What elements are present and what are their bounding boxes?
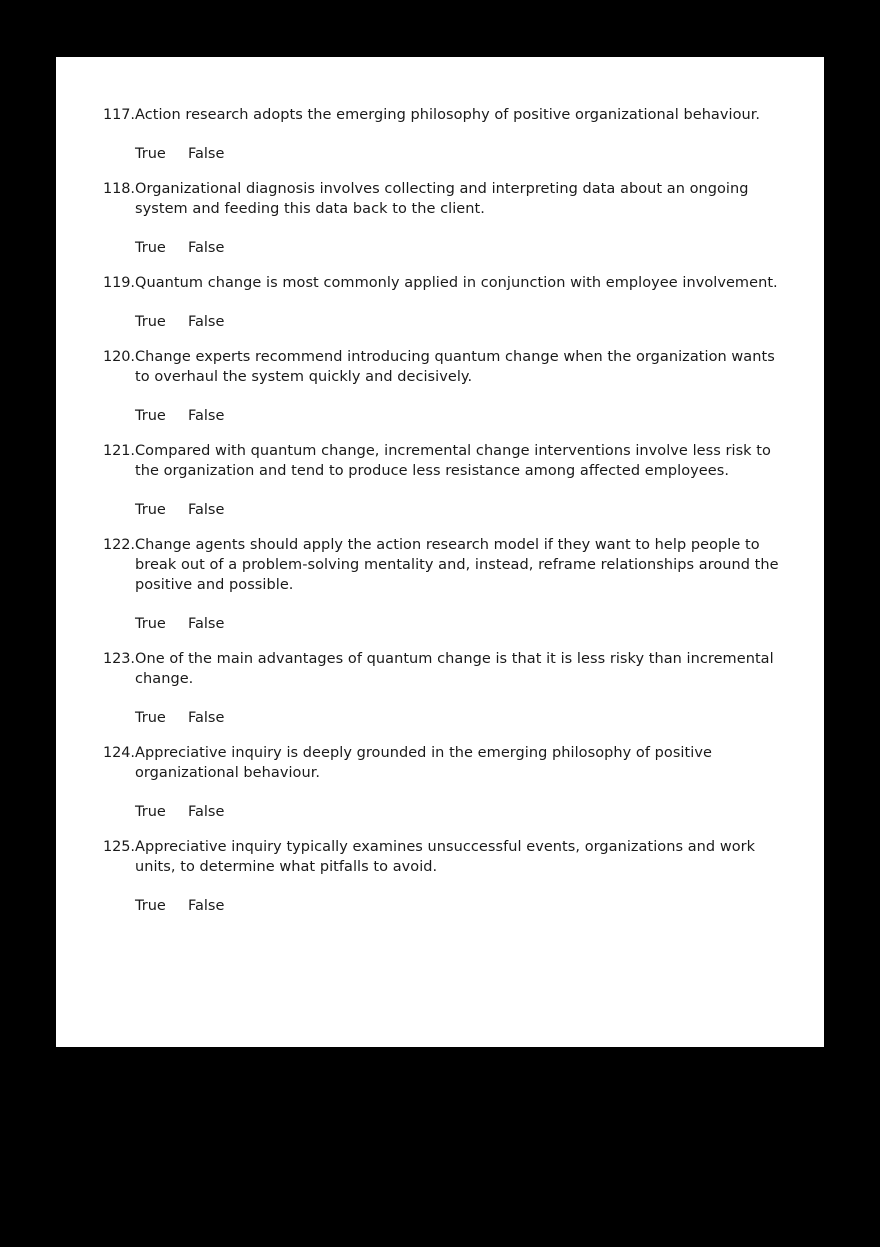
question-body — [135, 649, 793, 728]
question-item — [103, 743, 793, 822]
question-text: Compared with quantum change, incremental change interventions involve less risk to the organization and tend to produce less resistance among affected employees. — [135, 443, 771, 479]
question-text: Appreciative inquiry typically examines unsuccessful events, organizations and work units, to determine what pitfalls to avoid. — [135, 839, 756, 875]
question-item — [103, 535, 793, 634]
question-body — [135, 743, 793, 822]
question-text: Quantum change is most commonly applied in conjunction with employee involvement. — [135, 275, 778, 291]
question-body — [135, 273, 793, 332]
question-body — [135, 837, 793, 916]
question-text: Action research adopts the emerging philosophy of positive organizational behaviour. — [135, 107, 761, 123]
question-body — [135, 441, 793, 520]
answer-options — [135, 614, 793, 634]
answer-option-true[interactable]: True — [135, 502, 166, 518]
answer-options — [135, 500, 793, 520]
answer-option-false[interactable]: False — [188, 616, 225, 632]
question-text: Change experts recommend introducing quantum change when the organization wants to overhaul the system quickly and decisively. — [135, 349, 775, 385]
answer-option-true[interactable]: True — [135, 408, 166, 424]
answer-option-false[interactable]: False — [188, 314, 225, 330]
question-number: 121. — [103, 443, 135, 459]
question-number: 118. — [103, 181, 135, 197]
answer-option-false[interactable]: False — [188, 408, 225, 424]
answer-options — [135, 708, 793, 728]
question-text: Organizational diagnosis involves collecting and interpreting data about an ongoing system and feeding this data back to the client. — [135, 181, 749, 217]
question-body — [135, 347, 793, 426]
question-text: Appreciative inquiry is deeply grounded in the emerging philosophy of positive organizational behaviour. — [135, 745, 712, 781]
question-list — [103, 105, 793, 931]
question-item — [103, 273, 793, 332]
question-body — [135, 535, 793, 634]
answer-option-false[interactable]: False — [188, 898, 225, 914]
question-item — [103, 179, 793, 258]
question-number: 124. — [103, 745, 135, 761]
answer-option-false[interactable]: False — [188, 240, 225, 256]
answer-options — [135, 802, 793, 822]
answer-option-true[interactable]: True — [135, 616, 166, 632]
answer-option-false[interactable]: False — [188, 146, 225, 162]
answer-options — [135, 144, 793, 164]
answer-options — [135, 312, 793, 332]
answer-option-true[interactable]: True — [135, 898, 166, 914]
question-item — [103, 105, 793, 164]
answer-option-true[interactable]: True — [135, 146, 166, 162]
question-number: 120. — [103, 349, 135, 365]
question-item — [103, 347, 793, 426]
question-text: One of the main advantages of quantum change is that it is less risky than incremental change. — [135, 651, 774, 687]
answer-option-false[interactable]: False — [188, 710, 225, 726]
answer-options — [135, 406, 793, 426]
answer-option-true[interactable]: True — [135, 710, 166, 726]
question-item — [103, 649, 793, 728]
question-body — [135, 105, 793, 164]
question-text: Change agents should apply the action research model if they want to help people to break out of a problem-solving mentality and, instead, reframe relationships around the positive and possible. — [135, 537, 779, 593]
question-item — [103, 837, 793, 916]
answer-option-true[interactable]: True — [135, 804, 166, 820]
question-number: 125. — [103, 839, 135, 855]
question-number: 122. — [103, 537, 135, 553]
question-body — [135, 179, 793, 258]
question-number: 123. — [103, 651, 135, 667]
answer-options — [135, 238, 793, 258]
question-item — [103, 441, 793, 520]
answer-option-false[interactable]: False — [188, 502, 225, 518]
answer-option-true[interactable]: True — [135, 314, 166, 330]
answer-option-true[interactable]: True — [135, 240, 166, 256]
answer-option-false[interactable]: False — [188, 804, 225, 820]
document-page — [56, 57, 824, 1047]
question-number: 119. — [103, 275, 135, 291]
question-number: 117. — [103, 107, 135, 123]
answer-options — [135, 896, 793, 916]
